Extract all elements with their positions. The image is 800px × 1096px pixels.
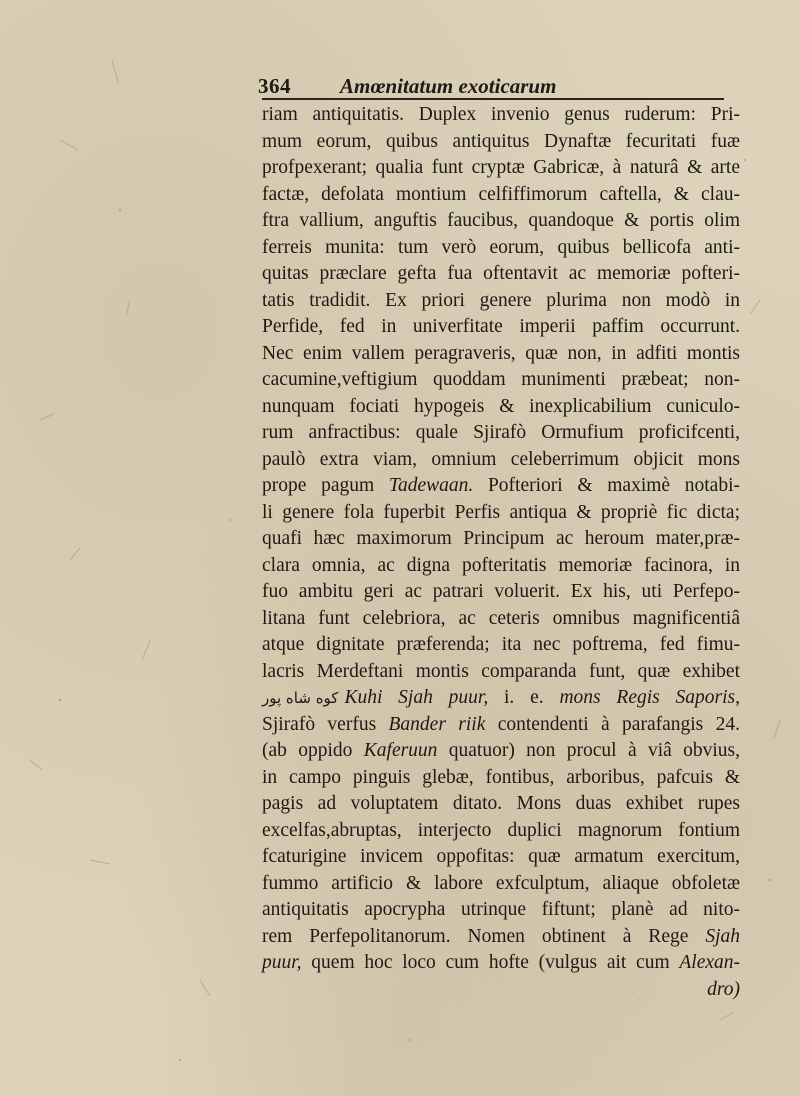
text-line: litana funt celebriora, ac ceteris omnibus magnificentiâ [262,607,740,629]
running-title: Amœnitatum exoticarum [340,74,557,98]
text-line: Sjirafò verfus Bander riik contendenti à parafangis 24. [262,713,740,735]
text-line: ftra vallium, anguftis faucibus, quandoque & portis olim [262,210,740,231]
text-line: prope pagum Tadewaan. Pofteriori & maximè notabi- [262,475,740,496]
text-line: clara omnia, ac digna pofteritatis memoriæ facinora, in [262,554,740,576]
text-line: mum eorum, quibus antiquitus Dynaftæ fecuritati fuæ [262,130,740,152]
text-line: atque dignitate præferenda; ita nec poftrema, fed fimu- [262,634,740,655]
catchword: dro) [707,978,740,1000]
text-line: excelfas,abruptas, interjecto duplici magnorum fontium [262,819,740,841]
text-line: fcaturigine invicem oppofitas: quæ armatum exercitum, [262,846,740,867]
page-header [258,74,728,100]
text-line: Perfide, fed in univerfitate imperii paffim occurrunt. [262,316,740,337]
header-rule [262,98,724,100]
text-line: factæ, defolata montium celfiffimorum caftella, & clau- [262,183,740,205]
italic-name: Kaferuun [363,740,438,761]
italic-name: puur, [262,952,302,973]
text-line: cacumine,veftigium quoddam munimenti præbeat; non- [262,369,740,390]
text-line: quafi hæc maximorum Principum ac heroum mater,præ- [262,528,740,549]
italic-name: Alexan- [679,952,740,973]
italic-name: mons Regis Saporis, [559,687,740,708]
arabic-phrase: كوه شاه پور [262,689,339,707]
text-line: rem Perfepolitanorum. Nomen obtinent à Rege Sjah [262,925,740,947]
italic-name: Tadewaan. [388,475,474,496]
text-line: antiquitatis apocrypha utrinque fiftunt; planè ad nito- [262,899,740,920]
text-line: nunquam fociati hypogeis & inexplicabilium cuniculo- [262,395,740,417]
text-line: quitas præclare gefta fua oftentavit ac memoriæ pofteri- [262,263,740,284]
text-line: rum anfractibus: quale Sjirafò Ormufium proficifcenti, [262,422,740,443]
text-line: (ab oppido Kaferuun quatuor) non procul à viâ obvius, [262,740,740,761]
italic-name: Bander riik [388,713,486,735]
text-line: fummo artificio & labore exfculptum, aliaque obfoletæ [262,872,740,894]
text-line: tatis tradidit. Ex priori genere plurima non modò in [262,289,740,311]
text-line: ferreis munita: tum verò eorum, quibus bellicofa anti- [262,236,740,258]
italic-name: Kuhi Sjah puur, [344,687,489,708]
text-line: كوه شاه پور Kuhi Sjah puur, i. e. mons Regis Saporis, [262,685,740,712]
text-line: profpexerant; qualia funt cryptæ Gabricæ, à naturâ & arte [262,157,740,178]
text-line: Nec enim vallem peragraveris, quæ non, in adfiti montis [262,342,740,364]
text-line: in campo pinguis glebæ, fontibus, arboribus, pafcuis & [262,766,740,788]
page-number: 364 [258,74,291,98]
text-line: lacris Merdeftani montis comparanda funt, quæ exhibet [262,660,740,682]
text-line: paulò extra viam, omnium celeberrimum objicit mons [262,448,740,470]
text-line: fuo ambitu geri ac patrari voluerit. Ex his, uti Perfepo- [262,581,740,602]
italic-name: Sjah [705,925,740,947]
text-line: riam antiquitatis. Duplex invenio genus ruderum: Pri- [262,104,740,125]
text-line: puur, quem hoc loco cum hofte (vulgus ait cum Alexan- [262,952,740,973]
body-text [262,102,740,1003]
text-line: pagis ad voluptatem ditato. Mons duas exhibet rupes [262,793,740,814]
text-line: li genere fola fuperbit Perfis antiqua & propriè fic dicta; [262,501,740,523]
